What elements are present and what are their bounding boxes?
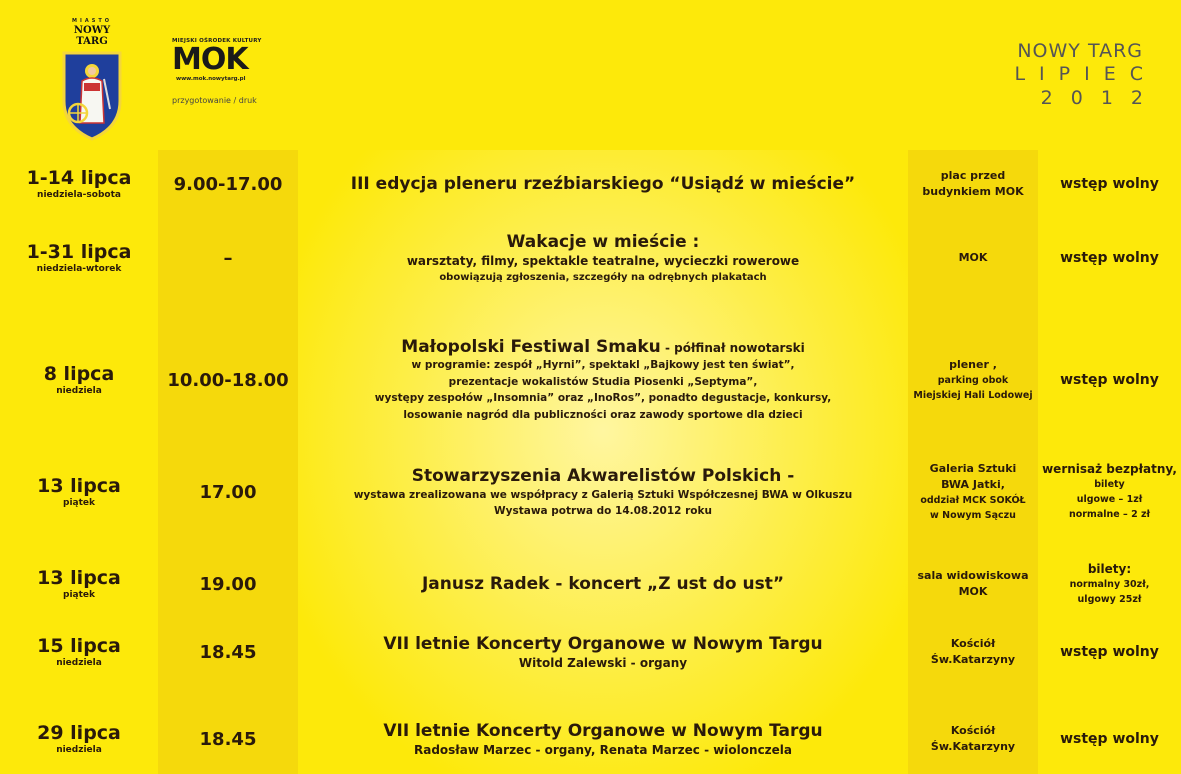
place-line: Św.Katarzyny: [930, 740, 1016, 753]
event-time: [158, 712, 298, 766]
event-date: [0, 220, 158, 296]
event-date: [0, 712, 158, 766]
entry-text: wstęp wolny: [1060, 176, 1159, 192]
entry-line: normalny 30zł,: [1069, 578, 1150, 590]
entry-line: normalne – 2 zł: [1068, 509, 1151, 520]
time-text: 18.45: [199, 641, 257, 663]
day-text: niedziela: [56, 386, 102, 396]
place-line: Galeria Sztuki: [929, 462, 1017, 475]
title-suffix: - półfinał nowotarski: [660, 341, 805, 355]
event-time: [158, 626, 298, 678]
event-row: [0, 712, 1181, 766]
coat-of-arms-icon: [60, 49, 124, 141]
entry-text: wstęp wolny: [1060, 644, 1159, 660]
place-line: Kościół: [950, 724, 996, 737]
event-entry: [1038, 454, 1181, 530]
date-text: 8 lipca: [43, 363, 115, 385]
mok-credit: przygotowanie / druk: [172, 96, 257, 105]
entry-text: wstęp wolny: [1060, 372, 1159, 388]
event-title: [298, 454, 908, 530]
event-time: [158, 454, 298, 530]
heading-year: 2012: [1040, 87, 1161, 109]
place-line: plac przed: [940, 169, 1006, 182]
place-line: Miejskiej Hali Lodowej: [913, 390, 1033, 401]
event-entry: [1038, 712, 1181, 766]
event-title: [298, 326, 908, 434]
title-line: wystawa zrealizowana we współpracy z Galerią Sztuki Współczesnej BWA w Olkuszu: [353, 488, 853, 501]
event-time: [158, 220, 298, 296]
entry-line: ulgowy 25zł: [1077, 593, 1142, 605]
event-date: [0, 326, 158, 434]
place-line: MOK: [958, 251, 988, 264]
entry-line: ulgowe – 1zł: [1076, 494, 1143, 505]
city-crest: [58, 18, 126, 130]
place-line: Kościół: [950, 637, 996, 650]
entry-line: bilety:: [1087, 561, 1132, 576]
title-text: VII letnie Koncerty Organowe w Nowym Targu: [383, 720, 823, 741]
mok-url: www.mok.nowytarg.pl: [176, 76, 246, 82]
crest-city-name: NOWY TARG: [73, 25, 111, 47]
title-text: VII letnie Koncerty Organowe w Nowym Targu: [383, 633, 823, 654]
place-line: plener ,: [949, 358, 997, 371]
event-row: [0, 158, 1181, 210]
event-title: [298, 626, 908, 678]
mok-full-name: MIEJSKI OŚRODEK KULTURY: [172, 38, 262, 44]
title-line: prezentacje wokalistów Studia Piosenki „Septyma”,: [448, 375, 758, 388]
title-line: losowanie nagród dla publiczności oraz zawody sportowe dla dzieci: [403, 408, 803, 421]
title-line: warsztaty, filmy, spektakle teatralne, wycieczki rowerowe: [406, 253, 800, 268]
place-line: parking obok: [937, 375, 1009, 386]
event-row: [0, 454, 1181, 530]
event-title: [298, 220, 908, 296]
event-time: [158, 158, 298, 210]
time-text: 19.00: [199, 573, 257, 595]
event-row: [0, 220, 1181, 296]
place-line: oddział MCK SOKÓŁ: [920, 495, 1026, 506]
title-line: Wystawa potrwa do 14.08.2012 roku: [494, 505, 712, 517]
time-text: –: [223, 247, 233, 269]
event-row: [0, 626, 1181, 678]
title-line: obowiązują zgłoszenia, szczegóły na odrębnych plakatach: [439, 271, 767, 283]
time-text: 17.00: [199, 481, 257, 503]
event-row: [0, 556, 1181, 612]
event-place: [908, 556, 1038, 612]
date-text: 15 lipca: [37, 635, 121, 657]
title-text: Wakacje w mieście :: [506, 231, 700, 252]
date-text: 1-14 lipca: [26, 167, 132, 189]
event-title: [298, 556, 908, 612]
entry-line: wernisaż bezpłatny,: [1042, 462, 1177, 476]
day-text: piątek: [63, 498, 95, 508]
date-text: 29 lipca: [37, 722, 121, 744]
day-text: niedziela-sobota: [37, 190, 121, 200]
place-line: BWA Jatki,: [941, 478, 1005, 491]
entry-text: wstęp wolny: [1060, 731, 1159, 747]
event-place: [908, 454, 1038, 530]
heading-month: LIPIEC: [1014, 63, 1157, 85]
event-entry: [1038, 626, 1181, 678]
event-entry: [1038, 326, 1181, 434]
event-time: [158, 326, 298, 434]
place-line: sala widowiskowa: [917, 569, 1029, 582]
crest-small-text: MIASTO: [72, 18, 112, 24]
event-date: [0, 454, 158, 530]
mok-logo-block: [172, 38, 282, 105]
event-place: [908, 326, 1038, 434]
time-text: 10.00-18.00: [167, 369, 289, 391]
title-line: w programie: zespół „Hyrni”, spektakl „Bajkowy jest ten świat”,: [411, 359, 795, 371]
event-date: [0, 158, 158, 210]
event-place: [908, 626, 1038, 678]
day-text: piątek: [63, 590, 95, 600]
place-line: MOK: [958, 585, 988, 598]
event-row: [0, 326, 1181, 434]
title-text: III edycja pleneru rzeźbiarskiego “Usiądź w mieście”: [350, 174, 856, 194]
place-line: Św.Katarzyny: [930, 653, 1016, 666]
entry-text: wstęp wolny: [1060, 250, 1159, 266]
title-text: Małopolski Festiwal Smaku: [401, 337, 661, 357]
event-entry: [1038, 556, 1181, 612]
event-title: [298, 712, 908, 766]
title-text: Stowarzyszenia Akwarelistów Polskich -: [411, 465, 795, 486]
event-place: [908, 158, 1038, 210]
date-text: 13 lipca: [37, 567, 121, 589]
day-text: niedziela: [56, 658, 102, 668]
place-line: budynkiem MOK: [922, 185, 1024, 198]
event-place: [908, 712, 1038, 766]
event-title: [298, 158, 908, 210]
event-date: [0, 556, 158, 612]
date-text: 13 lipca: [37, 475, 121, 497]
place-line: w Nowym Sączu: [930, 510, 1016, 521]
event-time: [158, 556, 298, 612]
title-text: Janusz Radek - koncert „Z ust do ust”: [421, 574, 785, 594]
title-row: [401, 337, 804, 357]
poster-heading: [1014, 40, 1161, 110]
title-line: Radosław Marzec - organy, Renata Marzec - wiolonczela: [413, 742, 793, 757]
time-text: 9.00-17.00: [173, 173, 283, 195]
event-entry: [1038, 220, 1181, 296]
title-line: Witold Zalewski - organy: [518, 655, 688, 670]
event-entry: [1038, 158, 1181, 210]
title-line: występy zespołów „Insomnia” oraz „InoRos”, ponadto degustacje, konkursy,: [374, 392, 832, 404]
day-text: niedziela: [56, 745, 102, 755]
mok-logo: MOK: [172, 42, 248, 77]
event-date: [0, 626, 158, 678]
heading-city: NOWY TARG: [1017, 40, 1143, 62]
date-text: 1-31 lipca: [26, 241, 132, 263]
time-text: 18.45: [199, 728, 257, 750]
event-place: [908, 220, 1038, 296]
day-text: niedziela-wtorek: [36, 264, 122, 274]
entry-line: bilety: [1094, 479, 1125, 490]
